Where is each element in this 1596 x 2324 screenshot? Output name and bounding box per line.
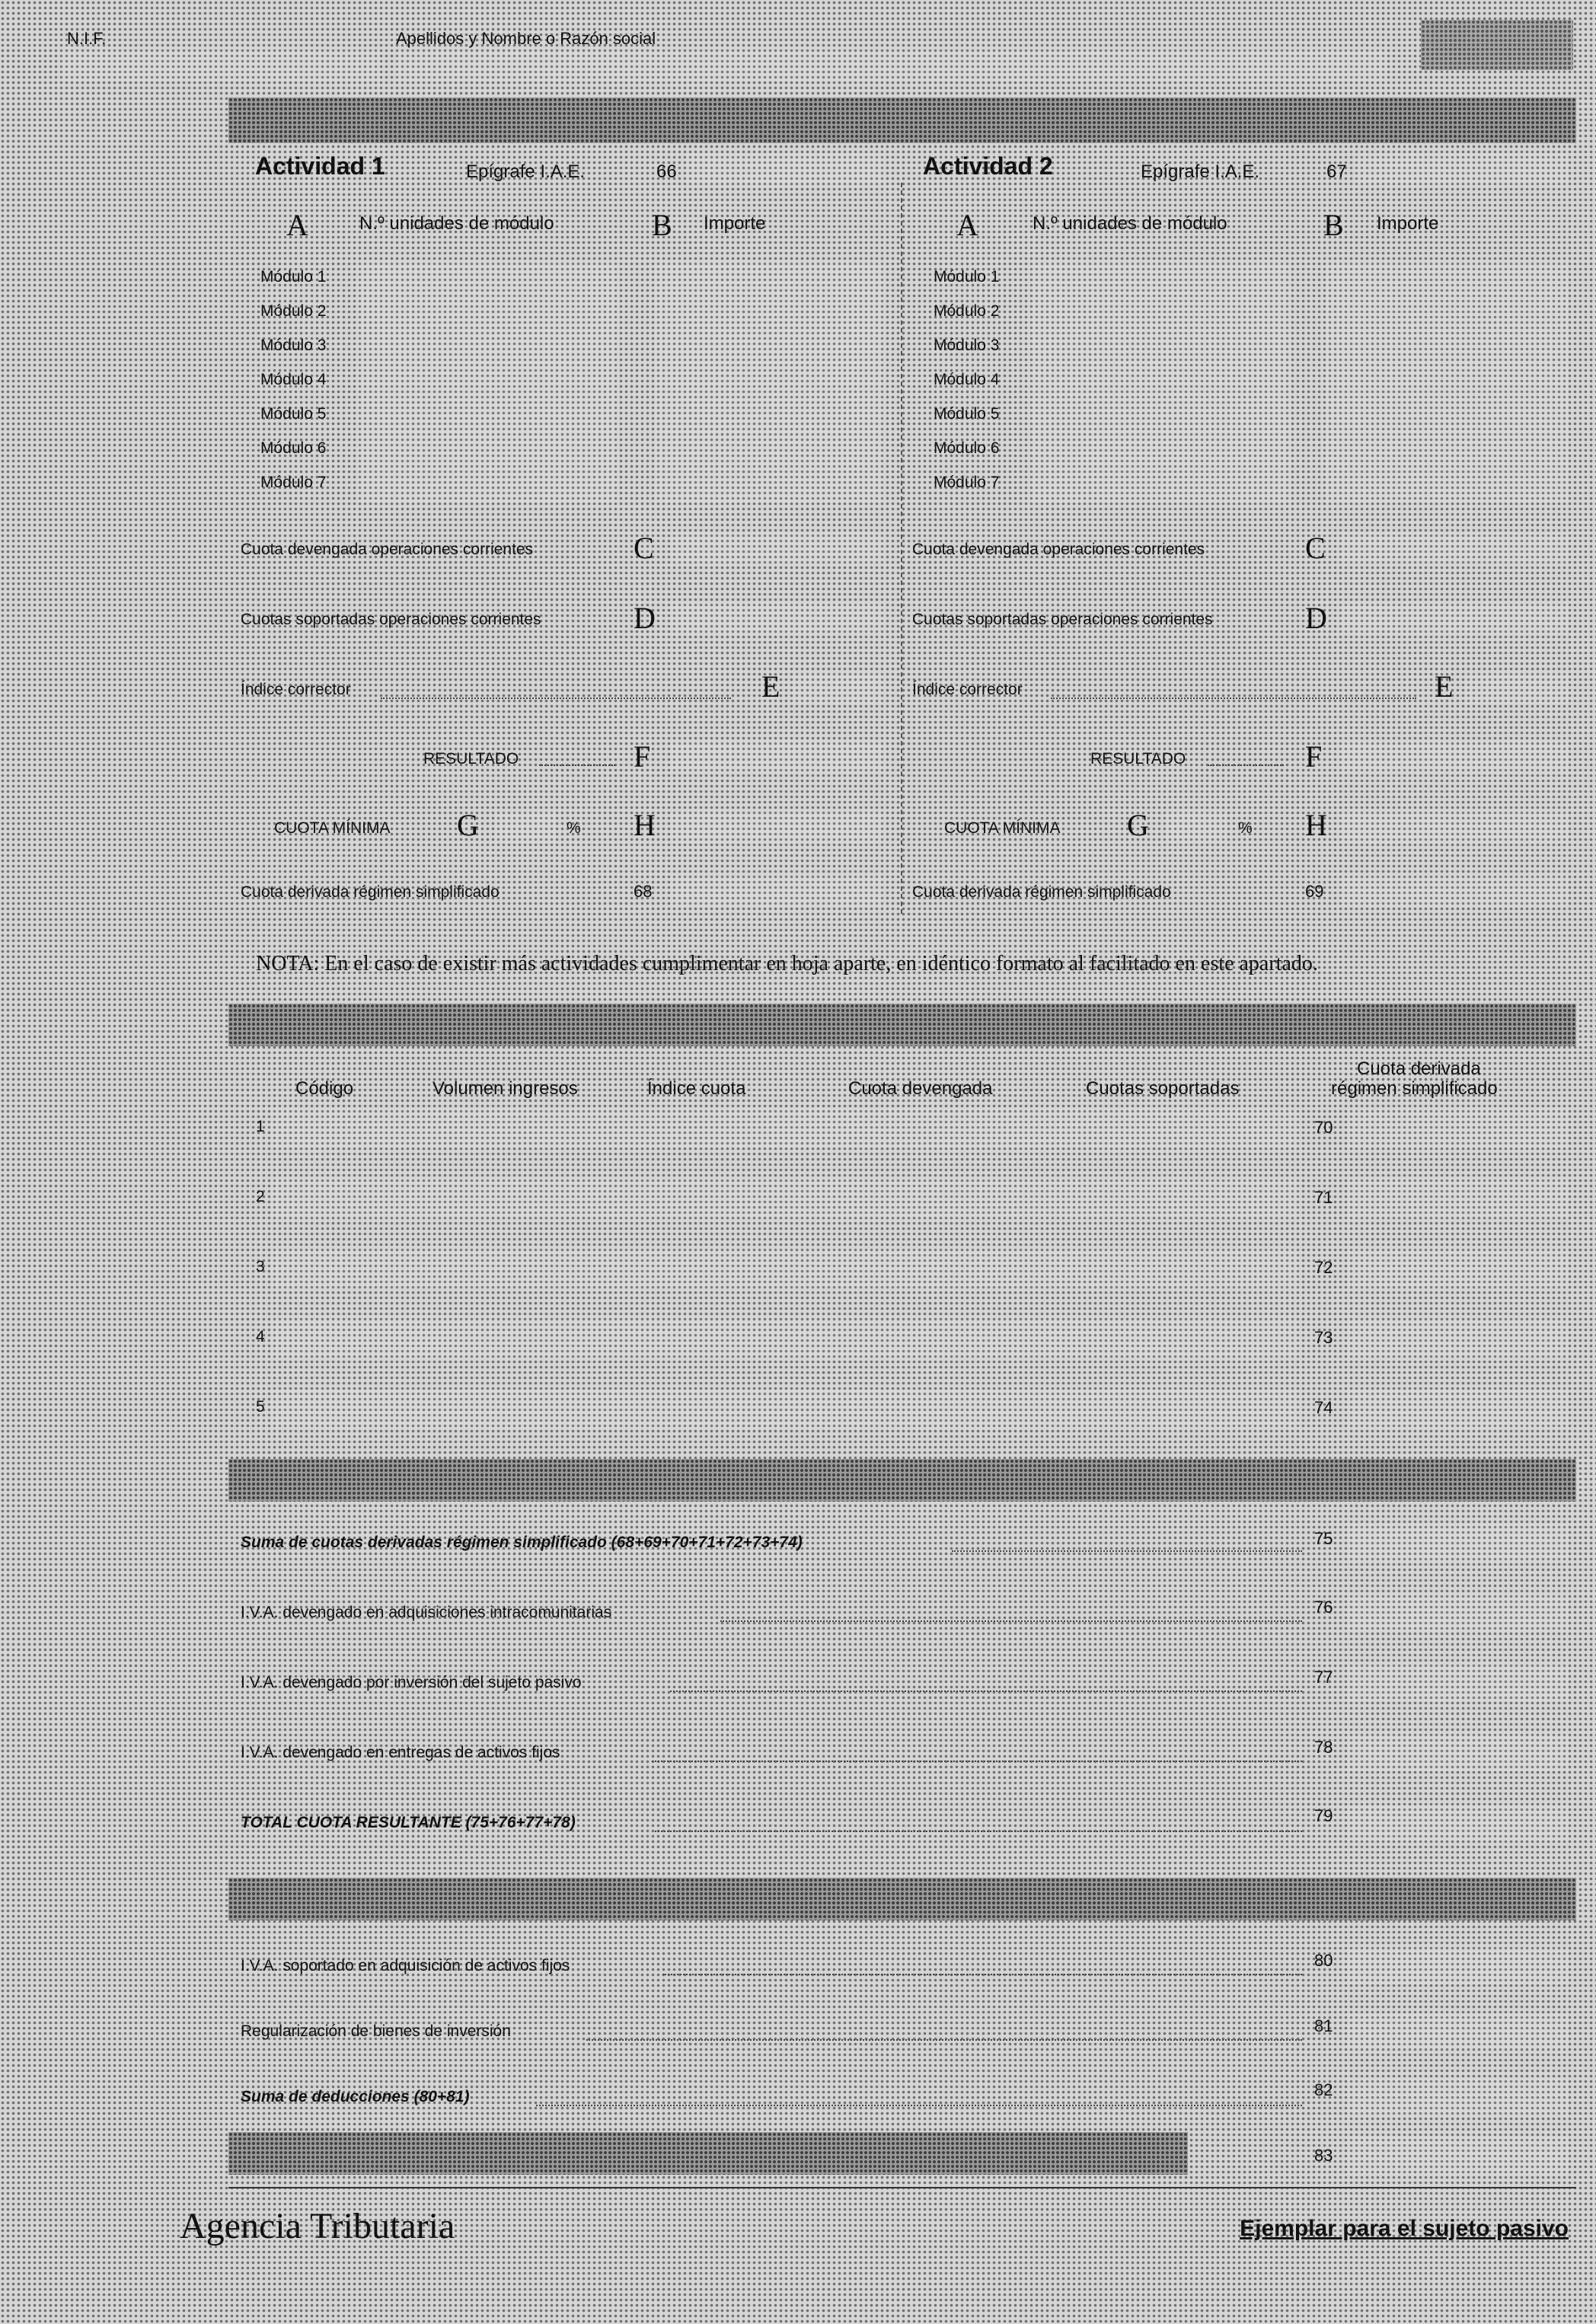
liquidacion-leader-76 [720, 1620, 1302, 1622]
activity-2-title: Actividad 2 [923, 152, 1053, 180]
name-label: Apellidos y Nombre o Razón social [396, 29, 656, 48]
box-75: 75 [1314, 1529, 1333, 1548]
table-row-fields[interactable] [271, 1319, 1299, 1358]
activity-1-cuota-minima-label: CUOTA MÍNIMA [274, 819, 391, 837]
activity-1-col-a-label: N.º unidades de módulo [359, 213, 554, 234]
activity-1-cuotas-soportadas-label: Cuotas soportadas operaciones corrientes [241, 611, 541, 628]
table-row-number: 3 [256, 1258, 265, 1275]
activity-1-module-4: Módulo 4 [260, 371, 327, 388]
activity-2-field-h[interactable] [1340, 812, 1569, 842]
activity-1-letter-c: C [634, 531, 654, 565]
activity-2-module-1: Módulo 1 [934, 268, 1000, 286]
activity-2-box-69: 69 [1305, 882, 1324, 901]
table-row-number: 4 [256, 1328, 265, 1346]
box-81: 81 [1314, 2016, 1333, 2035]
table-row-number: 1 [256, 1118, 265, 1135]
activity-2-field-c[interactable] [1340, 533, 1569, 563]
activity-2-letter-g: G [1127, 808, 1149, 842]
copy-designation: Ejemplar para el sujeto pasivo [1240, 2216, 1569, 2241]
activity-2-module-3: Módulo 3 [934, 337, 1000, 354]
table-row-fields[interactable] [271, 1249, 1299, 1288]
deduccion-line-81: Regularización de bienes de inversión [241, 2022, 511, 2040]
activity-1-cuota-devengada-label: Cuota devengada operaciones corrientes [241, 541, 534, 558]
activity-1-letter-d: D [634, 601, 656, 635]
liquidacion-line-78: I.V.A. devengado en entregas de activos fijos [241, 1744, 560, 1761]
activity-1-epigrafe-label: Epígrafe I.A.E. [466, 161, 586, 182]
table-row-result-field[interactable] [1348, 1249, 1569, 1288]
activity-1-letter-h: H [634, 808, 656, 842]
activity-1-field-h[interactable] [670, 812, 883, 842]
activity-1-title: Actividad 1 [255, 152, 385, 180]
activity-1-field-g[interactable] [495, 812, 556, 842]
table-row-fields[interactable] [271, 1109, 1299, 1148]
activity-2-module-6: Módulo 6 [934, 439, 1000, 457]
liquidacion-line-76: I.V.A. devengado en adquisiciones intracomunitarias [241, 1604, 612, 1621]
activity-2-units-column[interactable] [1031, 263, 1290, 503]
activity-1-cuota-derivada-label: Cuota derivada régimen simplificado [241, 883, 500, 901]
table-row-box: 70 [1314, 1118, 1333, 1137]
nif-label: N.I.F. [67, 29, 107, 48]
liquidacion-leader-79 [655, 1831, 1302, 1832]
table-row-number: 5 [256, 1398, 265, 1416]
liquidacion-line-75: Suma de cuotas derivadas régimen simplificado (68+69+70+71+72+73+74) [241, 1534, 803, 1551]
activity-1-indice-leader [381, 698, 731, 699]
activity-1-resultado-leader [539, 765, 615, 766]
field-77[interactable] [1348, 1665, 1569, 1701]
field-76[interactable] [1348, 1595, 1569, 1631]
bottom-rule [228, 2187, 1576, 2188]
section-band-deducciones [228, 1878, 1576, 1920]
activity-1-importe-column[interactable] [655, 263, 883, 503]
activity-1-module-1: Módulo 1 [260, 268, 327, 286]
activity-2-indice-label: Índice corrector [912, 681, 1023, 698]
deduccion-leader-82 [536, 2105, 1302, 2106]
liquidacion-line-79: TOTAL CUOTA RESULTANTE (75+76+77+78) [241, 1814, 576, 1831]
activity-1-resultado-label: RESULTADO [423, 750, 519, 768]
table-row-fields[interactable] [271, 1389, 1299, 1429]
activity-2-letter-d: D [1305, 601, 1327, 635]
field-79[interactable] [1348, 1805, 1569, 1841]
box-77: 77 [1314, 1668, 1333, 1687]
activity-2-col-b-label: Importe [1377, 213, 1439, 234]
table-header-codigo: Código [295, 1078, 354, 1099]
activity-2-epigrafe-field[interactable] [1355, 154, 1569, 184]
section-band-liquidacion [228, 1459, 1576, 1502]
activity-2-module-7: Módulo 7 [934, 474, 1000, 491]
field-80[interactable] [1348, 1948, 1569, 1984]
activity-2-field-69[interactable] [1340, 876, 1569, 906]
section-band-estimacion [228, 1004, 1576, 1046]
activity-1-module-7: Módulo 7 [260, 474, 327, 491]
activity-2-field-e[interactable] [1465, 673, 1569, 704]
activity-1-letter-g: G [457, 808, 479, 842]
activity-1-module-5: Módulo 5 [260, 405, 327, 423]
table-row-result-field[interactable] [1348, 1319, 1569, 1358]
activity-1-units-column[interactable] [358, 263, 617, 503]
box-78: 78 [1314, 1738, 1333, 1757]
activity-1-indice-label: Índice corrector [241, 681, 351, 698]
activity-2-epigrafe-box: 67 [1326, 161, 1347, 182]
activity-2-col-a-letter: A [956, 208, 978, 242]
activity-divider [901, 183, 902, 914]
box-80: 80 [1314, 1951, 1333, 1970]
activity-2-field-g[interactable] [1165, 812, 1226, 842]
activity-2-col-b-letter: B [1323, 208, 1344, 242]
activity-1-epigrafe-field[interactable] [685, 154, 883, 184]
activity-1-col-a-letter: A [286, 208, 308, 242]
activity-1-field-e[interactable] [792, 673, 883, 704]
activity-1-module-2: Módulo 2 [260, 302, 327, 320]
activity-2-letter-h: H [1305, 808, 1327, 842]
activity-2-cuota-minima-label: CUOTA MÍNIMA [944, 819, 1061, 837]
activity-2-letter-e: E [1435, 669, 1454, 704]
activity-2-module-5: Módulo 5 [934, 405, 1000, 423]
activity-2-cuota-devengada-label: Cuota devengada operaciones corrientes [912, 541, 1205, 558]
agency-logo-text: Agencia Tributaria [180, 2206, 455, 2246]
liquidacion-leader-75 [952, 1550, 1302, 1552]
deduccion-line-82: Suma de deducciones (80+81) [241, 2088, 470, 2105]
activity-2-letter-f: F [1305, 739, 1323, 774]
field-75[interactable] [1348, 1524, 1569, 1561]
activity-1-col-b-letter: B [652, 208, 672, 242]
activity-1-box-68: 68 [634, 882, 653, 901]
section-band-actividades [228, 97, 1576, 143]
activity-2-resultado-leader [1208, 765, 1284, 766]
activity-1-field-c[interactable] [670, 533, 883, 563]
activity-1-col-b-label: Importe [704, 213, 766, 234]
activity-2-module-4: Módulo 4 [934, 371, 1000, 388]
nif-field[interactable] [61, 50, 381, 81]
deduccion-leader-81 [586, 2039, 1302, 2041]
table-header-cuota-derivada-2: régimen simplificado [1331, 1078, 1498, 1099]
box-82: 82 [1314, 2080, 1333, 2099]
activity-2-field-d[interactable] [1340, 603, 1569, 634]
activity-1-epigrafe-box: 66 [656, 161, 677, 182]
activity-2-cuota-derivada-label: Cuota derivada régimen simplificado [912, 883, 1171, 901]
table-row-result-field[interactable] [1348, 1389, 1569, 1429]
name-field[interactable] [396, 50, 1386, 81]
table-row-box: 74 [1314, 1398, 1333, 1417]
table-header-cuotas-soportadas: Cuotas soportadas [1086, 1078, 1240, 1099]
table-row-box: 72 [1314, 1258, 1333, 1277]
nota-text: NOTA: En el caso de existir más actividades cumplimentar en hoja aparte, en idéntico formato al facilitado en este apartado. [256, 952, 1318, 975]
table-row-number: 2 [256, 1188, 265, 1205]
deduccion-line-80: I.V.A. soportado en adquisición de activos fijos [241, 1957, 570, 1974]
activity-1-percent: % [567, 819, 581, 837]
liquidacion-leader-78 [652, 1761, 1302, 1762]
liquidacion-line-77: I.V.A. devengado por inversión del sujeto pasivo [241, 1674, 582, 1691]
activity-2-indice-leader [1051, 698, 1416, 699]
box-83: 83 [1314, 2146, 1333, 2165]
activity-1-field-d[interactable] [670, 603, 883, 634]
liquidacion-leader-77 [670, 1690, 1302, 1692]
page-stamp [1421, 20, 1573, 70]
table-row-fields[interactable] [271, 1179, 1299, 1218]
table-header-indice: Índice cuota [647, 1078, 746, 1099]
activity-2-cuotas-soportadas-label: Cuotas soportadas operaciones corrientes [912, 611, 1213, 628]
activity-2-module-2: Módulo 2 [934, 302, 1000, 320]
field-81[interactable] [1348, 2013, 1569, 2050]
box-79: 79 [1314, 1806, 1333, 1825]
activity-2-col-a-label: N.º unidades de módulo [1033, 213, 1227, 234]
table-header-volumen: Volumen ingresos [433, 1078, 578, 1099]
activity-1-letter-e: E [761, 669, 780, 704]
section-band-diferencia [228, 2132, 1188, 2175]
table-row-box: 71 [1314, 1188, 1333, 1207]
table-row-result-field[interactable] [1348, 1109, 1569, 1148]
activity-1-field-68[interactable] [670, 876, 883, 906]
activity-2-epigrafe-label: Epígrafe I.A.E. [1141, 161, 1260, 182]
activity-1-field-f[interactable] [670, 742, 883, 772]
activity-1-module-6: Módulo 6 [260, 439, 327, 457]
table-header-cuota-derivada-1: Cuota derivada [1357, 1058, 1481, 1079]
field-83[interactable] [1348, 2137, 1569, 2175]
box-76: 76 [1314, 1598, 1333, 1617]
table-row-result-field[interactable] [1348, 1179, 1569, 1218]
field-78[interactable] [1348, 1735, 1569, 1771]
activity-2-importe-column[interactable] [1325, 263, 1569, 503]
activity-2-percent: % [1238, 819, 1253, 837]
deduccion-leader-80 [662, 1974, 1302, 1975]
field-82[interactable] [1348, 2079, 1569, 2115]
activity-1-module-3: Módulo 3 [260, 337, 327, 354]
activity-2-field-f[interactable] [1340, 742, 1569, 772]
activity-2-resultado-label: RESULTADO [1090, 750, 1186, 768]
activity-1-letter-f: F [634, 739, 651, 774]
table-header-cuota-devengada: Cuota devengada [848, 1078, 993, 1099]
activity-2-letter-c: C [1305, 531, 1326, 565]
table-row-box: 73 [1314, 1328, 1333, 1347]
